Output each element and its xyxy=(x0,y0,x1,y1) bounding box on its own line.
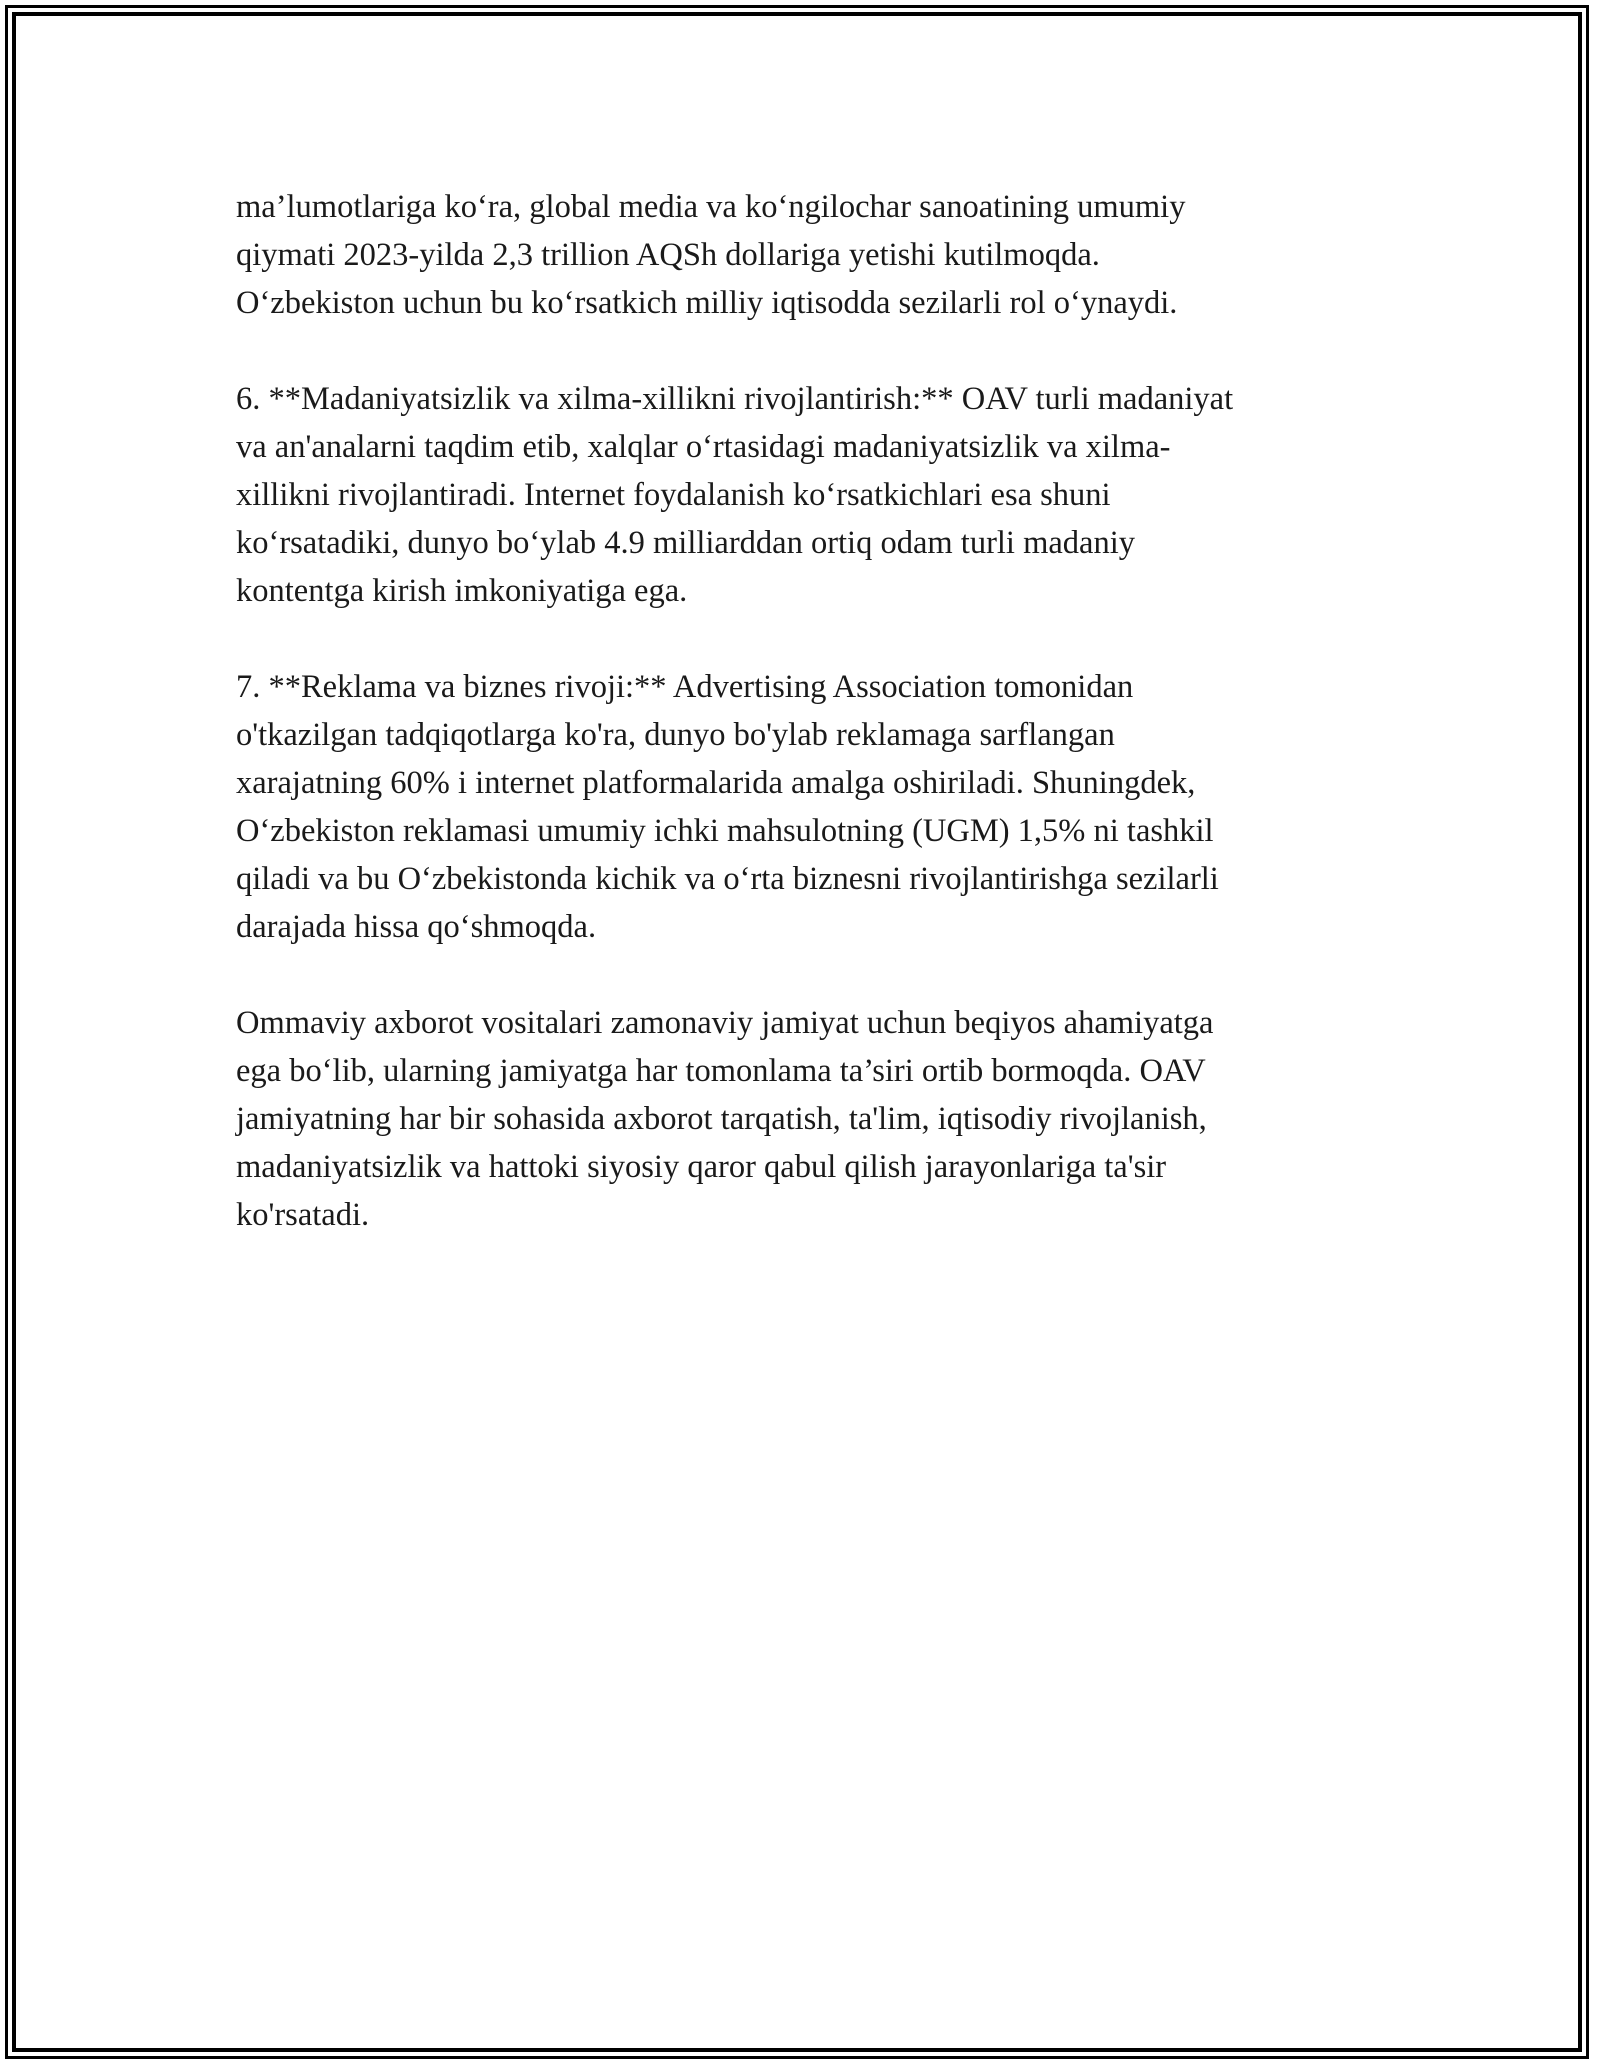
text-line: qiymati 2023-yilda 2,3 trillion AQSh dollariga yetishi kutilmoqda. xyxy=(236,237,1100,273)
text-line: jamiyatning har bir sohasida axborot tarqatish, ta'lim, iqtisodiy rivojlanish, xyxy=(236,1101,1207,1137)
text-line: xarajatning 60% i internet platformalarida amalga oshiriladi. Shuningdek, xyxy=(236,765,1196,801)
text-line: O‘zbekiston uchun bu ko‘rsatkich milliy iqtisodda sezilarli rol o‘ynaydi. xyxy=(236,285,1178,321)
text-line: xillikni rivojlantiradi. Internet foydalanish ko‘rsatkichlari esa shuni xyxy=(236,477,1111,513)
text-line: ma’lumotlariga ko‘ra, global media va ko‘ngilochar sanoatining umumiy xyxy=(236,189,1186,225)
paragraph-item-7 xyxy=(236,663,1376,951)
text-line: ega bo‘lib, ularning jamiyatga har tomonlama ta’siri ortib bormoqda. OAV xyxy=(236,1053,1206,1089)
text-line: O‘zbekiston reklamasi umumiy ichki mahsulotning (UGM) 1,5% ni tashkil xyxy=(236,813,1214,849)
text-line: darajada hissa qo‘shmoqda. xyxy=(236,909,597,945)
document-body xyxy=(236,183,1376,1287)
text-line: 7. **Reklama va biznes rivoji:** Advertising Association tomonidan xyxy=(236,669,1134,705)
text-line: kontentga kirish imkoniyatiga ega. xyxy=(236,573,688,609)
text-line: ko‘rsatadiki, dunyo bo‘ylab 4.9 milliarddan ortiq odam turli madaniy xyxy=(236,525,1135,561)
text-line: va an'analarni taqdim etib, xalqlar o‘rtasidagi madaniyatsizlik va xilma- xyxy=(236,429,1171,465)
paragraph-item-6 xyxy=(236,375,1376,615)
text-line: o'tkazilgan tadqiqotlarga ko'ra, dunyo bo'ylab reklamaga sarflangan xyxy=(236,717,1115,753)
text-line: qiladi va bu O‘zbekistonda kichik va o‘rta biznesni rivojlantirishga sezilarli xyxy=(236,861,1219,897)
paragraph-intro-continuation xyxy=(236,183,1376,327)
paragraph-conclusion xyxy=(236,999,1376,1239)
text-line: madaniyatsizlik va hattoki siyosiy qaror qabul qilish jarayonlariga ta'sir xyxy=(236,1149,1167,1185)
text-line: ko'rsatadi. xyxy=(236,1197,370,1233)
text-line: 6. **Madaniyatsizlik va xilma-xillikni rivojlantirish:** OAV turli madaniyat xyxy=(236,381,1234,417)
text-line: Ommaviy axborot vositalari zamonaviy jamiyat uchun beqiyos ahamiyatga xyxy=(236,1005,1214,1041)
